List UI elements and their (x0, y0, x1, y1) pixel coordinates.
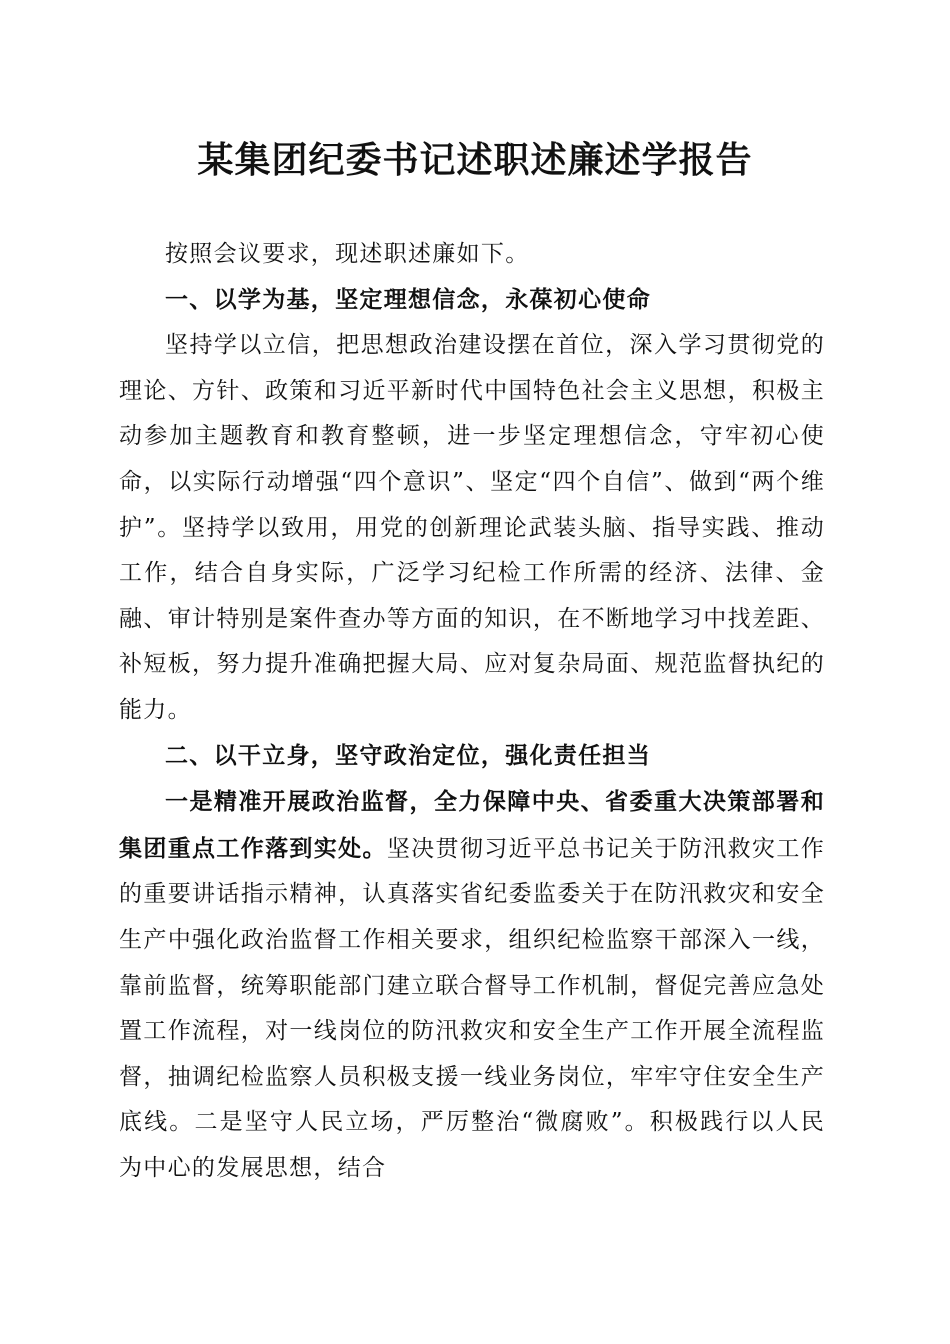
section-2-paragraph (119, 779, 825, 1191)
document-body (119, 232, 825, 1191)
intro-paragraph: 按照会议要求，现述职述廉如下。 (165, 241, 530, 267)
section-2-heading: 二、以干立身，坚守政治定位，强化责任担当 (165, 742, 651, 769)
section-2-text: 坚决贯彻习近平总书记关于防汛救灾工作的重要讲话指示精神，认真落实省纪委监委关于在防汛救灾和安全生产中强化政治监督工作相关要求，组织纪检监察干部深入一线，靠前监督，统筹职能部门建立联合督导工作机制，督促完善应急处置工作流程，对一线岗位的防汛救灾和安全生产工作开展全流程监督，抽调纪检监察人员积极支援一线业务岗位，牢牢守住安全生产底线。二是坚守人民立场，严厉整治“微腐败”。积极践行以人民为中心的发展思想，结合 (119, 835, 825, 1181)
section-2-lead-sentence: 一是精准开展政治监督，全力保障中央、省委重大决策部署和集团重点工作落到实处。 (119, 788, 825, 862)
document-title: 某集团纪委书记述职述廉述学报告 (197, 139, 753, 181)
section-1-paragraph: 坚持学以立信，把思想政治建设摆在首位，深入学习贯彻党的理论、方针、政策和习近平新时代中国特色社会主义思想，积极主动参加主题教育和教育整顿，进一步坚定理想信念，守牢初心使命，以实际行动增强“四个意识”、坚定“四个自信”、做到“两个维护”。坚持学以致用，用党的创新理论武装头脑、指导实践、推动工作，结合自身实际，广泛学习纪检工作所需的经济、法律、金融、审计特别是案件查办等方面的知识，在不断地学习中找差距、补短板，努力提升准确把握大局、应对复杂局面、规范监督执纪的能力。 (119, 332, 825, 723)
section-1-heading: 一、以学为基，坚定理想信念，永葆初心使命 (165, 286, 651, 313)
